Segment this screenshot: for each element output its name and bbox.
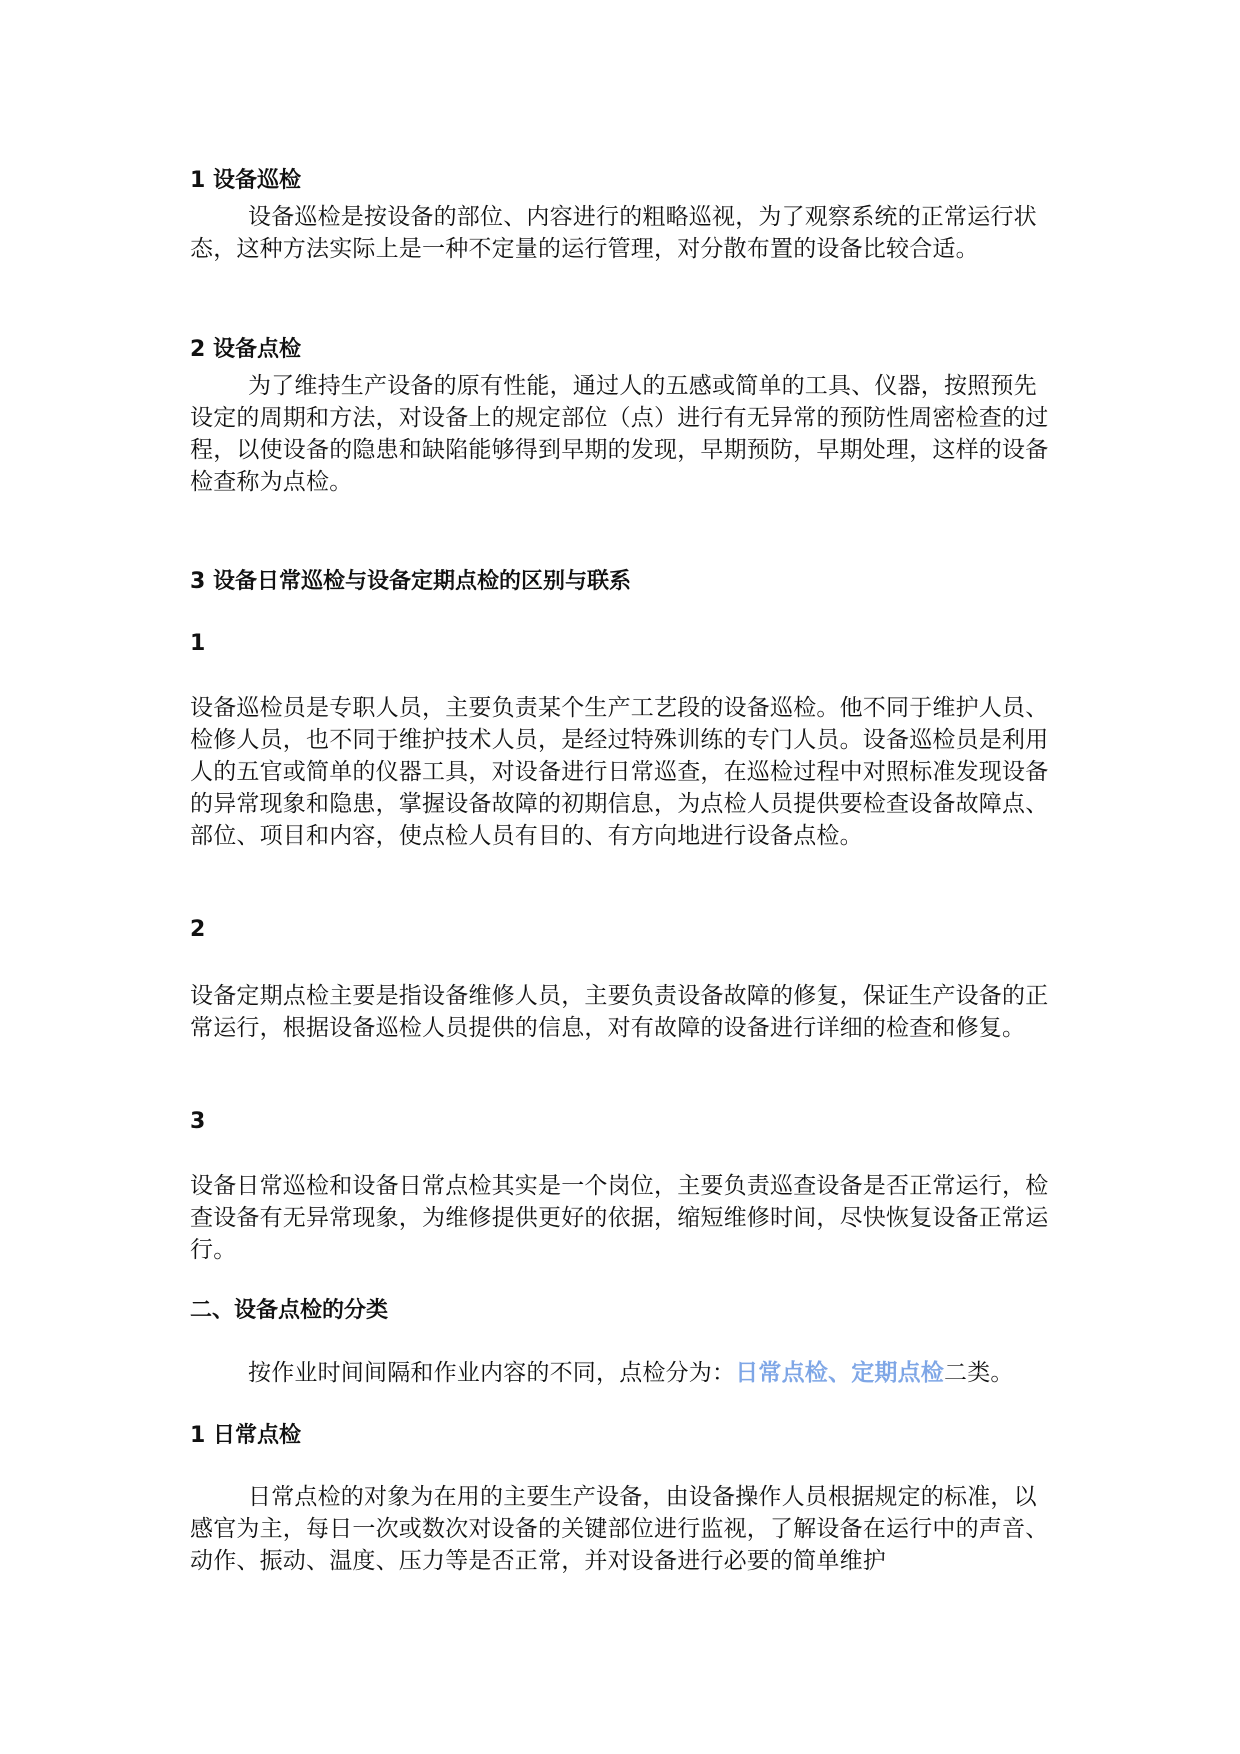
section-heading-equipment-patrol: 1 设备巡检 bbox=[190, 168, 301, 193]
section-heading-classification: 二、设备点检的分类 bbox=[190, 1298, 389, 1323]
paragraph-equipment-patrol: 设备巡检是按设备的部位、内容进行的粗略巡视，为了观察系统的正常运行状态，这种方法实际上是一种不定量的运行管理，对分散布置的设备比较合适。 bbox=[190, 204, 1037, 262]
item-number-2: 2 bbox=[190, 917, 206, 942]
classification-suffix-text: 二类。 bbox=[944, 1360, 1014, 1386]
classification-intro-text: 按作业时间间隔和作业内容的不同，点检分为： bbox=[248, 1360, 736, 1386]
section-heading-difference: 3 设备日常巡检与设备定期点检的区别与联系 bbox=[190, 569, 631, 594]
section-heading-spot-check: 2 设备点检 bbox=[190, 337, 301, 362]
item-number-3: 3 bbox=[190, 1109, 206, 1134]
item-number-1: 1 bbox=[190, 631, 206, 656]
paragraph-item-3: 设备日常巡检和设备日常点检其实是一个岗位，主要负责巡查设备是否正常运行，检查设备有无异常现象，为维修提供更好的依据，缩短维修时间，尽快恢复设备正常运行。 bbox=[190, 1173, 1049, 1263]
paragraph-daily-check: 日常点检的对象为在用的主要生产设备，由设备操作人员根据规定的标准，以感官为主，每日一次或数次对设备的关键部位进行监视，了解设备在运行中的声音、动作、振动、温度、压力等是否正常，并对设备进行必要的简单维护 bbox=[190, 1484, 1049, 1574]
paragraph-spot-check: 为了维持生产设备的原有性能，通过人的五感或简单的工具、仪器，按照预先设定的周期和方法，对设备上的规定部位（点）进行有无异常的预防性周密检查的过程，以使设备的隐患和缺陷能够得到早期的发现，早期预防，早期处理，这样的设备检查称为点检。 bbox=[190, 373, 1049, 495]
section-heading-daily-check: 1 日常点检 bbox=[190, 1423, 301, 1448]
paragraph-classification bbox=[190, 1357, 1050, 1389]
paragraph-item-2: 设备定期点检主要是指设备维修人员，主要负责设备故障的修复，保证生产设备的正常运行，根据设备巡检人员提供的信息，对有故障的设备进行详细的检查和修复。 bbox=[190, 983, 1049, 1041]
classification-highlight-text: 日常点检、定期点检 bbox=[735, 1359, 945, 1386]
paragraph-item-1: 设备巡检员是专职人员，主要负责某个生产工艺段的设备巡检。他不同于维护人员、检修人员，也不同于维护技术人员，是经过特殊训练的专门人员。设备巡检员是利用人的五官或简单的仪器工具，对设备进行日常巡查，在巡检过程中对照标准发现设备的异常现象和隐患，掌握设备故障的初期信息，为点检人员提供要检查设备故障点、部位、项目和内容，使点检人员有目的、有方向地进行设备点检。 bbox=[190, 695, 1049, 849]
